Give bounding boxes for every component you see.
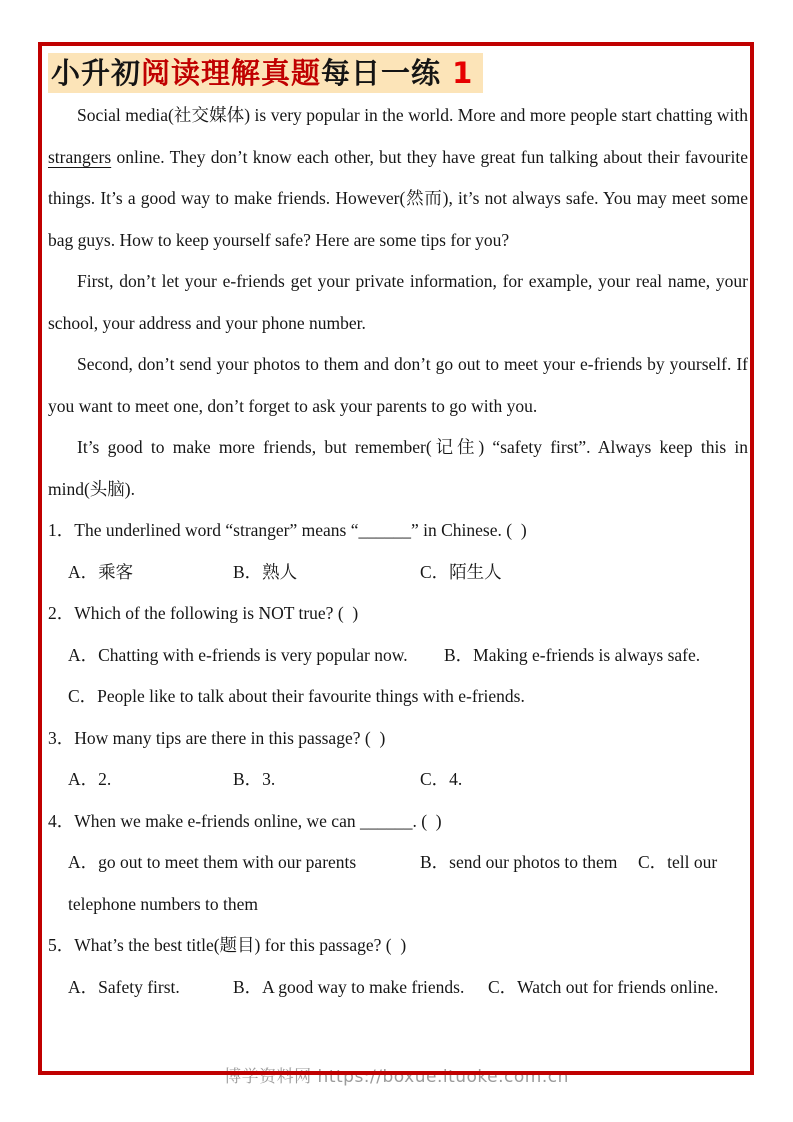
reading-passage: [48, 95, 748, 510]
answer-option: C．tell our: [638, 852, 718, 872]
passage-text: First, don’t let your e-friends get your private information, for example, your real name, your school, your address and your phone number.: [48, 271, 748, 333]
passage-text: It’s good to make more friends, but remember(记住) “safety first”. Always keep this in mind(头脑).: [48, 437, 748, 499]
question-number: 2．: [48, 603, 75, 623]
answer-option: A．Chatting with e-friends is very popular now.: [68, 644, 408, 665]
question-stem: What’s the best title(题目) for this passage? ( ): [74, 935, 407, 955]
option-line: [68, 552, 748, 594]
answer-option: B．熟人: [233, 561, 298, 582]
question: [48, 925, 748, 1008]
passage-text: Second, don’t send your photos to them and don’t go out to meet your e-friends by yourself. If you want to meet one, don’t forget to ask your parents to go with you.: [48, 354, 748, 416]
question-stem: The underlined word “stranger” means “______” in Chinese. ( ): [74, 520, 527, 540]
question-stem-line: [48, 510, 748, 552]
underlined-word: strangers: [48, 146, 112, 167]
question-number: 3．: [48, 727, 75, 748]
worksheet-content: [48, 53, 748, 1008]
question-stem-line: [48, 801, 748, 843]
passage-text: Social media(社交媒体) is very popular in the world. More and more people start chatting with: [77, 105, 748, 125]
passage-paragraph: [48, 261, 748, 344]
answer-option: A．乘客: [68, 561, 134, 582]
question-number: 5．: [48, 935, 75, 955]
question-number: 1．: [48, 520, 75, 540]
question: [48, 718, 748, 801]
answer-option: C．Watch out for friends online.: [488, 976, 719, 997]
answer-option: B．send our photos to them: [420, 852, 618, 872]
answer-option: telephone numbers to them: [68, 893, 259, 914]
title-segment: 阅读理解真题: [141, 56, 322, 90]
answer-option: B．3.: [233, 769, 276, 789]
question-stem: Which of the following is NOT true? ( ): [74, 603, 359, 623]
passage-paragraph: [48, 344, 748, 427]
passage-paragraph: [48, 95, 748, 261]
question: [48, 801, 748, 926]
answer-option: C．People like to talk about their favourite things with e-friends.: [68, 686, 525, 706]
option-line: [68, 676, 748, 718]
answer-option: C．陌生人: [420, 561, 502, 582]
question-stem: When we make e-friends online, we can ______. ( ): [74, 810, 442, 831]
answer-option: A．2.: [68, 769, 112, 789]
page-title: [48, 53, 483, 93]
answer-option: A．Safety first.: [68, 976, 180, 997]
question-stem-line: [48, 925, 748, 967]
question-stem: How many tips are there in this passage? ( ): [74, 727, 386, 748]
option-line: [68, 967, 748, 1009]
option-line: [68, 842, 748, 884]
title-segment: 1: [441, 56, 474, 90]
passage-paragraph: [48, 427, 748, 510]
question: [48, 593, 748, 718]
answer-option: C．4.: [420, 769, 463, 789]
question-stem-line: [48, 718, 748, 760]
option-line: [68, 884, 748, 926]
passage-text: online. They don’t know each other, but they have great fun talking about their favourite things. It’s a good way to make friends. However(然而), it’s not always safe. You may meet some bag guys. How to keep yourself safe? Here are some tips for you?: [48, 146, 748, 250]
footer-watermark: 博学资料网 https://boxue.ituoke.com.cn: [224, 1067, 569, 1087]
title-segment: 小升初: [51, 56, 142, 90]
question: [48, 510, 748, 593]
option-line: [68, 759, 748, 801]
answer-option: B．Making e-friends is always safe.: [444, 644, 701, 665]
answer-option: B．A good way to make friends.: [233, 976, 465, 997]
question-number: 4．: [48, 810, 75, 831]
questions-list: [48, 510, 748, 1008]
answer-option: A．go out to meet them with our parents: [68, 852, 357, 872]
title-segment: 每日一练: [321, 56, 442, 90]
question-stem-line: [48, 593, 748, 635]
option-line: [68, 635, 748, 677]
